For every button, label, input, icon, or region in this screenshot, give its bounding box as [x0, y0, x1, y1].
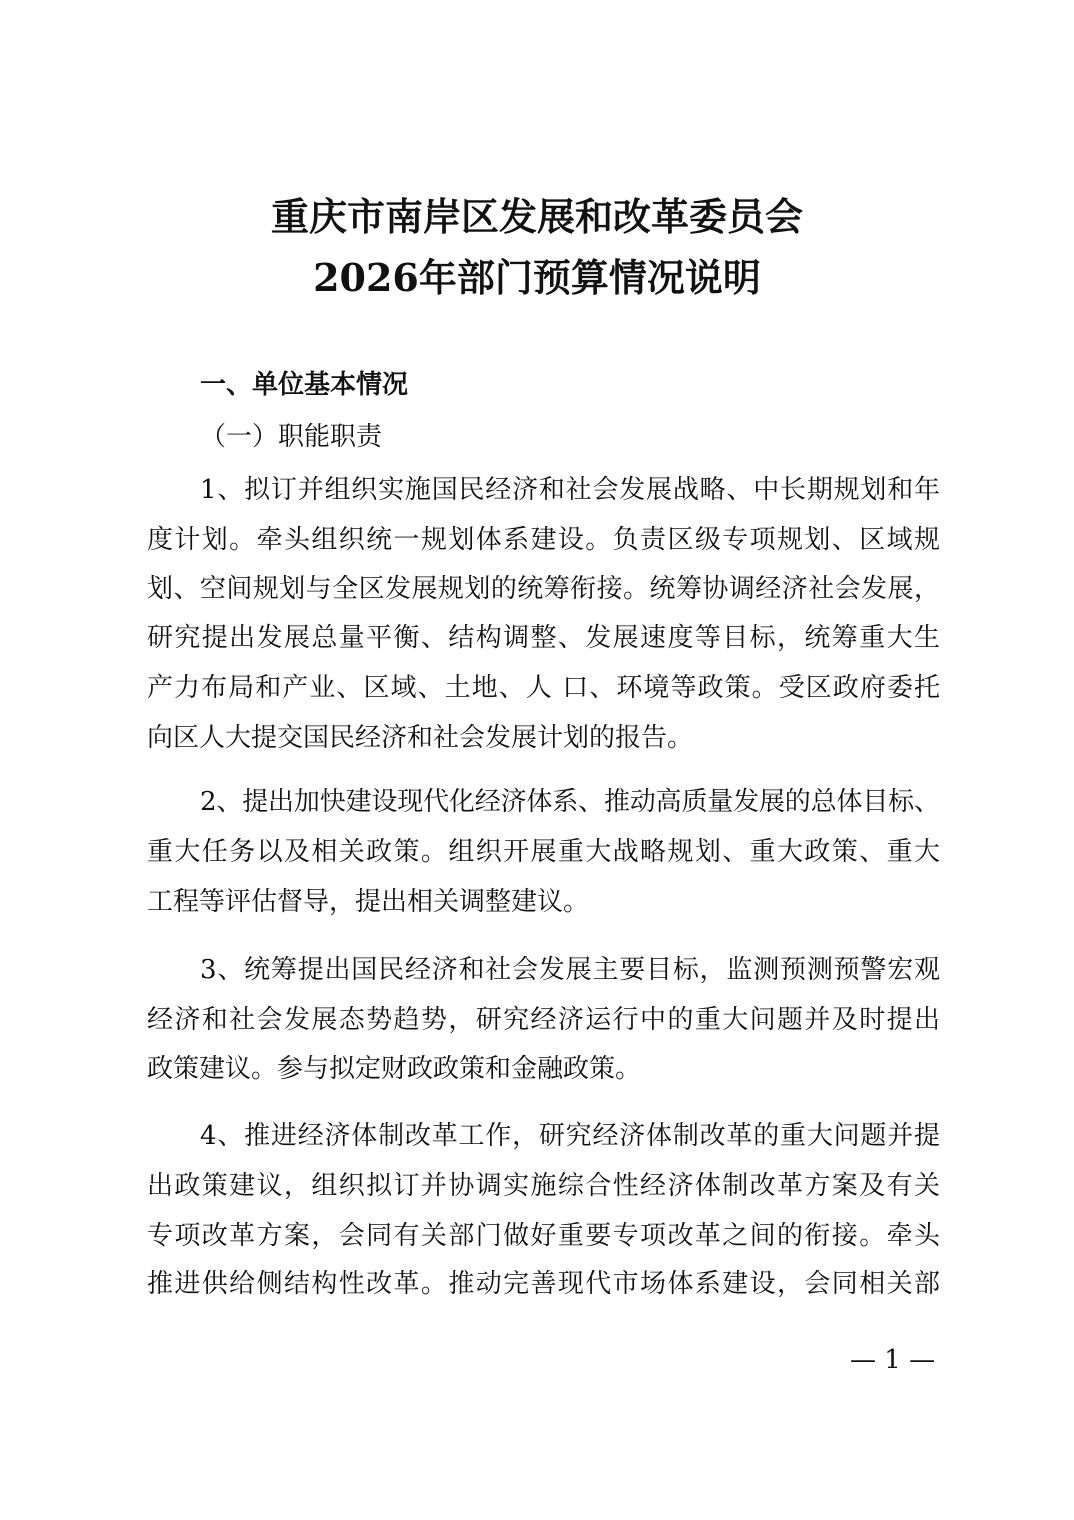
- section-heading: 一、单位基本情况: [200, 370, 409, 400]
- paragraph-4-line: 出政策建议，组织拟订并协调实施综合性经济体制改革方案及有关: [147, 1171, 942, 1201]
- paragraph-4-line: 专项改革方案，会同有关部门做好重要专项改革之间的衔接。牵头: [147, 1221, 942, 1251]
- subsection-heading: （一）职能职责: [200, 422, 383, 452]
- paragraph-3-line: 3、统筹提出国民经济和社会发展主要目标，监测预测预警宏观: [200, 955, 941, 985]
- paragraph-1-line: 1、拟订并组织实施国民经济和社会发展战略、中长期规划和年: [200, 475, 941, 505]
- paragraph-2-line: 重大任务以及相关政策。组织开展重大战略规划、重大政策、重大: [147, 837, 942, 867]
- paragraph-1-line: 研究提出发展总量平衡、结构调整、发展速度等目标，统筹重大生: [147, 623, 942, 653]
- paragraph-1-line: 度计划。牵头组织统一规划体系建设。负责区级专项规划、区域规: [147, 525, 942, 555]
- paragraph-4-line: 4、推进经济体制改革工作，研究经济体制改革的重大问题并提: [200, 1121, 941, 1151]
- paragraph-4-line: 推进供给侧结构性改革。推动完善现代市场体系建设，会同相关部: [147, 1269, 942, 1299]
- document-title-line-1: 重庆市南岸区发展和改革委员会: [270, 194, 803, 239]
- paragraph-1-line: 向区人大提交国民经济和社会发展计划的报告。: [147, 723, 694, 753]
- document-title-line-2: 2026年部门预算情况说明: [313, 255, 761, 300]
- paragraph-1-line: 产力布局和产业、区域、土地、人 口、环境等政策。受区政府委托: [147, 673, 942, 703]
- paragraph-2-line: 2、提出加快建设现代化经济体系、推动高质量发展的总体目标、: [200, 787, 940, 817]
- paragraph-3-line: 经济和社会发展态势趋势，研究经济运行中的重大问题并及时提出: [147, 1005, 942, 1035]
- paragraph-3-line: 政策建议。参与拟定财政政策和金融政策。: [147, 1054, 642, 1084]
- page-number: — 1 —: [850, 1345, 936, 1375]
- paragraph-2-line: 工程等评估督导，提出相关调整建议。: [147, 887, 590, 917]
- paragraph-1-line: 划、空间规划与全区发展规划的统筹衔接。统筹协调经济社会发展，: [147, 574, 941, 604]
